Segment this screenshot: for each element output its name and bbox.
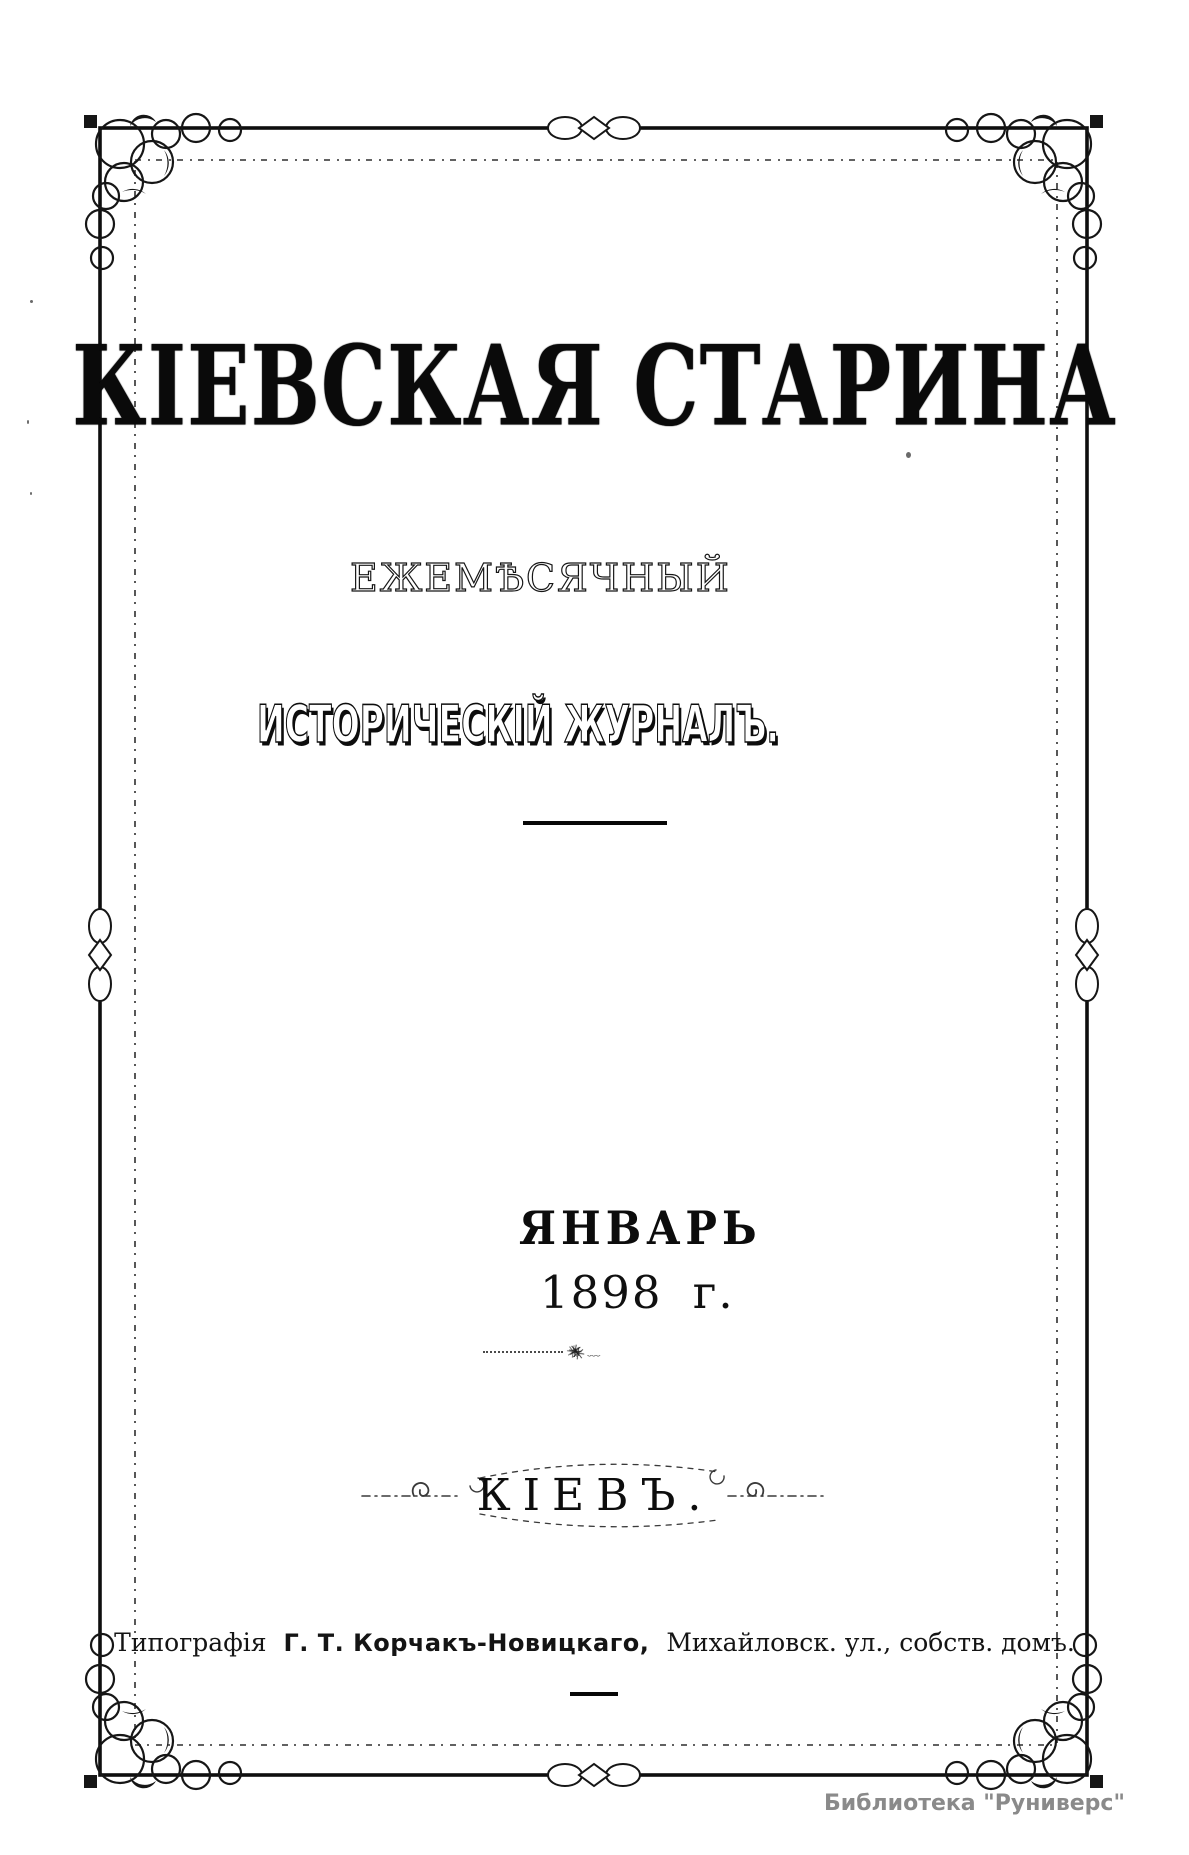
subtitle-historical-journal: ИСТОРИЧЕСКІЙ ЖУРНАЛЪ.	[257, 694, 780, 755]
printer-imprint	[100, 1628, 1089, 1657]
imprint-printer-name: Г. Т. Корчакъ-Новицкаго,	[283, 1629, 650, 1657]
scan-noise	[906, 452, 911, 458]
issue-year: 1898 г.	[540, 1266, 735, 1319]
imprint-prefix: Типографія	[114, 1628, 267, 1657]
library-watermark: Библиотека "Руниверс"	[824, 1791, 1125, 1816]
issue-month: ЯНВАРЬ	[519, 1202, 762, 1255]
scan-noise	[30, 492, 32, 495]
divider-blotch: ✳	[566, 1340, 584, 1363]
scan-noise	[27, 420, 29, 424]
city-name: КІЕВЪ.	[476, 1470, 714, 1521]
ink-blotch-divider-icon	[483, 1342, 661, 1362]
scan-noise	[30, 300, 33, 303]
divider-dashes	[483, 1351, 563, 1353]
imprint-address: Михайловск. ул., собств. домъ.	[666, 1628, 1075, 1657]
horizontal-rule	[523, 821, 667, 825]
city-block	[360, 1450, 830, 1534]
divider-tail: ﹏	[587, 1344, 601, 1359]
subtitle-monthly: ЕЖЕМѢСЯЧНЫЙ	[350, 556, 731, 600]
journal-title: КІЕВСКАЯ СТАРИНА	[72, 322, 1117, 452]
short-rule	[570, 1692, 618, 1696]
